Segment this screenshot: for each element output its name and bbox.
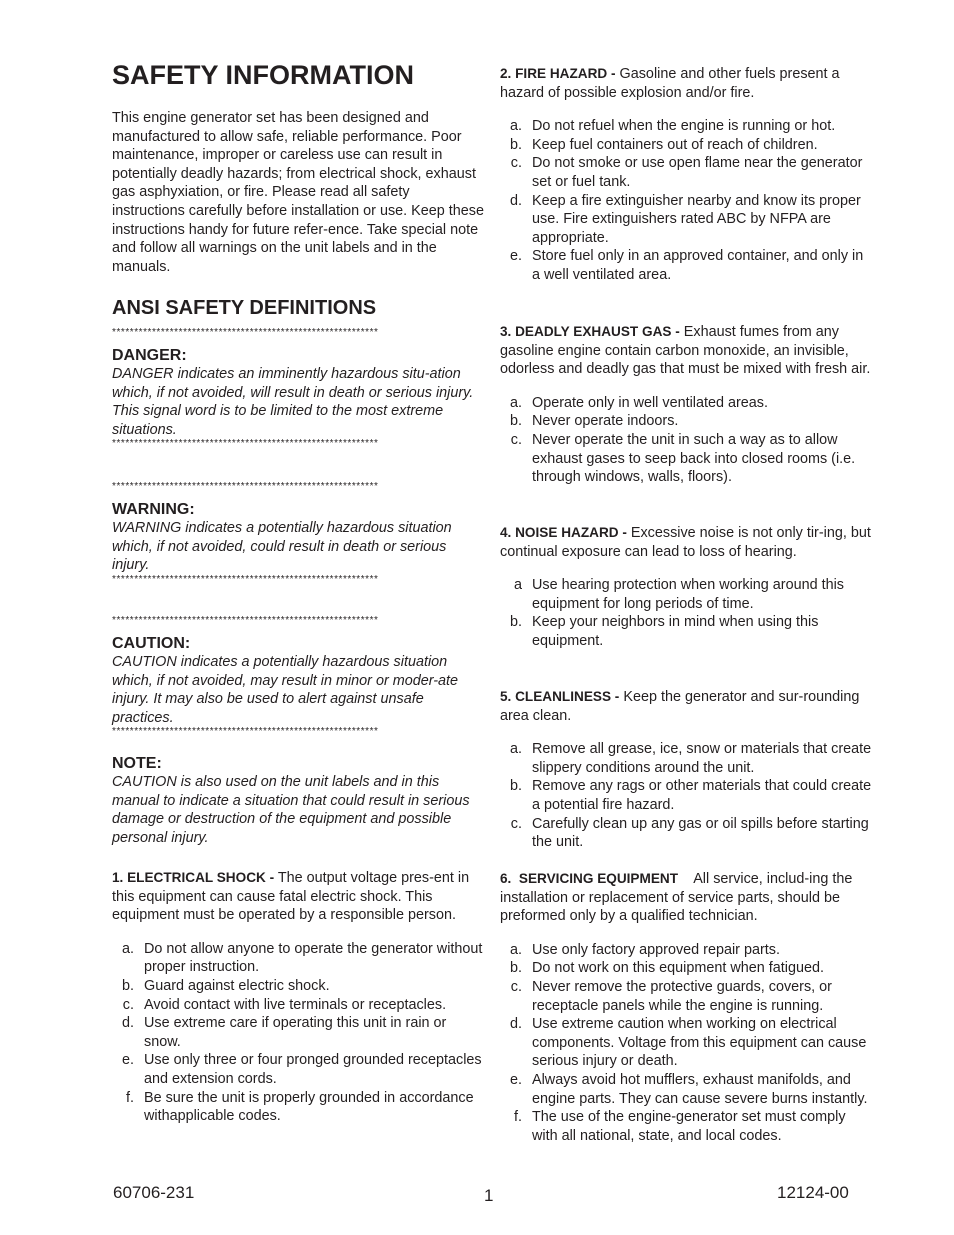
- hazard-heading: 1. ELECTRICAL SHOCK -: [112, 870, 275, 885]
- hazard-heading: 5. CLEANLINESS -: [500, 689, 620, 704]
- list-item-text: Do not allow anyone to operate the generator without proper instruction.: [144, 940, 483, 976]
- ansi-heading: ANSI SAFETY DEFINITIONS: [112, 297, 377, 319]
- list-item-text: Carefully clean up any gas or oil spills before starting the unit.: [532, 815, 869, 851]
- list-item-label: c.: [510, 155, 522, 172]
- list-item-text: Do not refuel when the engine is running or hot.: [532, 118, 836, 135]
- footer-part-number: 60706-231: [113, 1183, 195, 1202]
- list-item-label: b.: [509, 960, 522, 977]
- hazard-list: [500, 576, 872, 650]
- list-item-text: Keep a fire extinguisher nearby and know its proper use. Fire extinguishers rated ABC by NFPA are appropriate.: [532, 192, 861, 246]
- list-item-text: Remove all grease, ice, snow or materials that create slippery conditions around the unit.: [532, 741, 872, 776]
- list-item-label: b.: [509, 136, 522, 153]
- hazard-exhaust: [500, 323, 872, 487]
- list-item: [112, 1014, 484, 1051]
- hazard-electrical-shock: [112, 869, 484, 1126]
- list-item-text: Use extreme caution when working on electrical components. Voltage from this equipment can cause serious injury or death.: [532, 1016, 867, 1070]
- hazard-text: Excessive noise is not only tir-ing, but continual exposure can lead to loss of hearing.: [500, 525, 871, 560]
- list-item-text: Avoid contact with live terminals or receptacles.: [144, 996, 447, 1013]
- list-item-label: e.: [509, 1071, 522, 1088]
- hazard-list: [500, 117, 872, 284]
- list-item-text: Never operate indoors.: [532, 413, 679, 430]
- caution-block: [112, 616, 484, 737]
- list-item-label: c.: [510, 431, 522, 448]
- list-item-label: a.: [509, 741, 522, 758]
- hazard-noise: [500, 524, 872, 651]
- list-item-label: d.: [509, 192, 522, 209]
- list-item-text: Operate only in well ventilated areas.: [532, 394, 768, 411]
- star-divider: ************************************************************: [112, 616, 379, 626]
- list-item: [500, 1015, 872, 1071]
- warning-block: [112, 482, 484, 585]
- star-divider: ************************************************************: [112, 439, 379, 450]
- list-item-text: Use only three or four pronged grounded receptacles and extension cords.: [144, 1052, 482, 1087]
- list-item-label: a.: [509, 394, 522, 411]
- hazard-heading: 2. FIRE HAZARD -: [500, 66, 616, 81]
- hazard-cleanliness: [500, 688, 872, 852]
- list-item: [112, 1089, 484, 1126]
- hazard-text: All service, includ-ing the installation or replacement of service parts, should be preformed only by a qualified technician.: [500, 871, 857, 925]
- list-item: [500, 740, 872, 777]
- list-item: [500, 978, 872, 1015]
- footer-document-number: 12124-00: [777, 1183, 849, 1202]
- list-item-label: c.: [510, 815, 522, 832]
- list-item-text: Guard against electric shock.: [144, 977, 330, 994]
- list-item-label: d.: [509, 1016, 522, 1033]
- list-item: [500, 1071, 872, 1108]
- list-item: [112, 1051, 484, 1088]
- list-item-label: b.: [121, 977, 134, 994]
- list-item-label: e.: [509, 248, 522, 265]
- list-item: [112, 996, 484, 1015]
- list-item-text: Keep your neighbors in mind when using this equipment.: [532, 614, 819, 649]
- list-item: [500, 576, 872, 613]
- list-item-text: Always avoid hot mufflers, exhaust manifolds, and engine parts. They can cause severe burns instantly.: [532, 1071, 868, 1107]
- hazard-list: [112, 940, 484, 1126]
- star-divider: ************************************************************: [112, 727, 379, 738]
- list-item: [500, 412, 872, 431]
- list-item: [500, 1108, 872, 1145]
- hazard-fire: [500, 65, 872, 285]
- caution-text: CAUTION indicates a potentially hazardous situation which, if not avoided, may result in minor or moder-ate injury. It may also be used to alert against unsafe practices.: [112, 654, 459, 726]
- danger-block: [112, 328, 484, 449]
- hazard-list: [500, 740, 872, 852]
- list-item: [500, 136, 872, 155]
- note-text: CAUTION is also used on the unit labels and in this manual to indicate a situation that could result in serious damage or destruction of the equipment and possible personal injury.: [112, 774, 470, 846]
- list-item-label: a: [513, 577, 522, 594]
- list-item-text: Use hearing protection when working around this equipment for long periods of time.: [532, 577, 844, 612]
- list-item: [500, 247, 872, 284]
- list-item-label: b.: [509, 778, 522, 795]
- list-item-text: Use only factory approved repair parts.: [532, 941, 780, 958]
- list-item: [112, 940, 484, 977]
- list-item-label: d.: [121, 1015, 134, 1032]
- note-label: NOTE:: [112, 755, 162, 772]
- hazard-text: The output voltage pres-ent in this equipment can cause fatal electric shock. This equipment must be operated by a responsible person.: [112, 870, 470, 924]
- intro-paragraph: This engine generator set has been designed and manufactured to allow safe, reliable performance. Poor maintenance, improper or careless use can result in potentially deadly hazards; from electrical shock, exhaust gas asphyxiation, or fire. Please read all safety instructions carefully before installation or use. Keep these instructions handy for future refer-ence. Take special note and follow all warnings on the unit labels and in the manuals.: [112, 110, 484, 275]
- hazard-list: [500, 941, 872, 1146]
- list-item: [500, 431, 872, 487]
- hazard-text: Keep the generator and sur-rounding area clean.: [500, 689, 860, 724]
- list-item-label: b.: [509, 614, 522, 631]
- caution-label: CAUTION:: [112, 635, 191, 652]
- list-item-text: Be sure the unit is properly grounded in accordance withapplicable codes.: [144, 1089, 474, 1125]
- warning-text: WARNING indicates a potentially hazardous situation which, if not avoided, could result in death or serious injury.: [112, 520, 452, 574]
- page-number: 1: [484, 1186, 494, 1205]
- list-item-text: The use of the engine-generator set must comply with all national, state, and local codes.: [532, 1109, 846, 1144]
- list-item-text: Store fuel only in an approved container, and only in a well ventilated area.: [532, 248, 864, 283]
- list-item-label: a.: [509, 118, 522, 135]
- list-item: [500, 192, 872, 248]
- list-item-text: Use extreme care if operating this unit in rain or snow.: [144, 1015, 447, 1050]
- list-item-label: b.: [509, 413, 522, 430]
- list-item: [500, 613, 872, 650]
- list-item-label: f.: [126, 1089, 134, 1106]
- list-item-label: a.: [509, 941, 522, 958]
- danger-label: DANGER:: [112, 347, 187, 364]
- hazard-servicing: [500, 870, 872, 1145]
- list-item: [500, 941, 872, 960]
- star-divider: ************************************************************: [112, 574, 379, 585]
- danger-text: DANGER indicates an imminently hazardous situ-ation which, if not avoided, will result in death or serious injury. This signal word is to be limited to the most extreme situations.: [112, 366, 474, 438]
- list-item-text: Do not smoke or use open flame near the generator set or fuel tank.: [532, 155, 863, 190]
- list-item-label: a.: [121, 940, 134, 957]
- hazard-list: [500, 394, 872, 487]
- list-item-text: Remove any rags or other materials that could create a potential fire hazard.: [532, 778, 872, 813]
- star-divider: ************************************************************: [112, 482, 379, 492]
- list-item: [500, 815, 872, 852]
- hazard-heading: 3. DEADLY EXHAUST GAS -: [500, 324, 680, 339]
- note-block: [112, 755, 484, 847]
- list-item-text: Never operate the unit in such a way as to allow exhaust gases to seep back into closed rooms (i.e. through windows, walls, floors).: [532, 431, 856, 486]
- warning-label: WARNING:: [112, 501, 195, 518]
- hazard-text: Exhaust fumes from any gasoline engine contain carbon monoxide, an invisible, odorless and deadly gas that must be mixed with fresh air.: [500, 324, 871, 378]
- list-item: [500, 394, 872, 413]
- list-item-label: f.: [514, 1109, 522, 1126]
- list-item: [500, 777, 872, 814]
- hazard-heading: 4. NOISE HAZARD -: [500, 525, 627, 540]
- hazard-text: Gasoline and other fuels present a hazard of possible explosion and/or fire.: [500, 66, 840, 101]
- list-item-label: e.: [121, 1052, 134, 1069]
- list-item-text: Keep fuel containers out of reach of children.: [532, 136, 818, 153]
- list-item: [112, 977, 484, 996]
- list-item-text: Never remove the protective guards, covers, or receptacle panels while the engine is running.: [532, 978, 832, 1014]
- list-item: [500, 154, 872, 191]
- list-item: [500, 959, 872, 978]
- list-item-label: c.: [122, 996, 134, 1013]
- page-title: SAFETY INFORMATION: [112, 60, 414, 90]
- list-item: [500, 117, 872, 136]
- list-item-label: c.: [510, 978, 522, 995]
- hazard-heading: 6. SERVICING EQUIPMENT: [500, 871, 679, 886]
- list-item-text: Do not work on this equipment when fatigued.: [532, 960, 824, 977]
- star-divider: ************************************************************: [112, 328, 379, 338]
